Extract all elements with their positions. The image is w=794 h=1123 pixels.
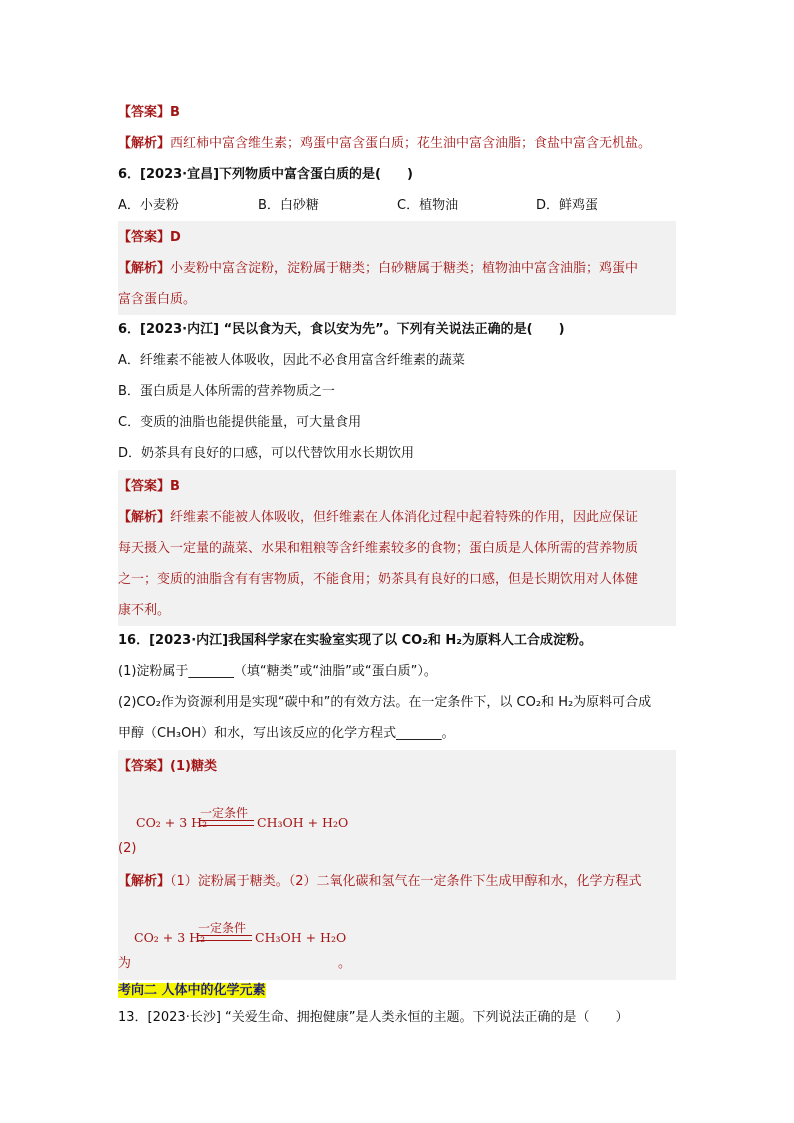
answer-3: 【答案】B: [118, 479, 180, 494]
explanation-3-line-4: 康不利。: [118, 603, 171, 618]
explanation-3-line-1: 【解析】纤维素不能被人体吸收，但纤维素在人体消化过程中起着特殊的作用，因此应保证: [118, 510, 639, 525]
option-a: A．小麦粉: [118, 198, 179, 213]
option-a: A．纤维素不能被人体吸收，因此不必食用富含纤维素的蔬菜: [118, 353, 465, 368]
section-heading: 考向二 人体中的化学元素: [118, 983, 266, 998]
equation-rhs: CH₃OH + H₂O: [255, 930, 347, 945]
option-c: C．植物油: [397, 198, 459, 213]
equation-lhs: CO₂ + 3 H₂: [136, 815, 208, 830]
option-d: D．奶茶具有良好的口感，可以代替饮用水长期饮用: [118, 446, 415, 461]
equation-lhs: CO₂ + 3 H₂: [134, 930, 206, 945]
answer-4: 【答案】(1)糖类: [118, 759, 217, 774]
option-d: D．鲜鸡蛋: [536, 198, 599, 213]
question-6-neijiang: 6．[2023·内江] “民以食为天，食以安为先”。下列有关说法正确的是( ): [118, 322, 565, 337]
question-16-part-1: (1)淀粉属于_______（填“糖类”或“油脂”或“蛋白质”）。: [118, 664, 437, 679]
explanation-4-line-1: 【解析】（1）淀粉属于糖类。（2）二氧化碳和氢气在一定条件下生成甲醇和水，化学方程式: [118, 874, 642, 889]
explanation-3-line-3: 之一；变质的油脂含有有害物质，不能食用；奶茶具有良好的口感，但是长期饮用对人体健: [118, 572, 639, 587]
option-c: C．变质的油脂也能提供能量，可大量食用: [118, 415, 362, 430]
answer-2: 【答案】D: [118, 230, 181, 245]
answer-4-block: [118, 750, 676, 980]
equation-equals-sign: [200, 820, 254, 826]
question-6-yichang: 6．[2023·宜昌]下列物质中富含蛋白质的是( ): [118, 167, 413, 182]
answer-2-block: [118, 221, 676, 315]
answer-3-block: [118, 470, 676, 626]
option-b: B．蛋白质是人体所需的营养物质之一: [118, 384, 335, 399]
equation-rhs: CH₃OH + H₂O: [257, 815, 349, 830]
equation-condition: 一定条件: [200, 806, 249, 820]
answer-1: 【答案】B: [118, 105, 180, 120]
explanation-4-suffix: 。: [338, 956, 352, 971]
explanation-1: 【解析】西红柿中富含维生素；鸡蛋中富含蛋白质；花生油中富含油脂；食盐中富含无机盐。: [118, 136, 652, 151]
question-16-part-2b: 甲醇（CH₃OH）和水，写出该反应的化学方程式_______。: [118, 726, 455, 741]
explanation-3-line-2: 每天摄入一定量的蔬菜、水果和粗粮等含纤维素较多的食物；蛋白质是人体所需的营养物质: [118, 541, 639, 556]
question-13: 13．[2023·长沙] “关爱生命、拥抱健康”是人类永恒的主题。下列说法正确的是（ ）: [118, 1010, 629, 1025]
equation-equals-sign: [198, 935, 252, 941]
question-16: 16．[2023·内江]我国科学家在实验室实现了以 CO₂和 H₂为原料人工合成淀粉。: [118, 633, 593, 648]
option-b: B．白砂糖: [258, 198, 319, 213]
answer-4-part-2: (2): [118, 841, 137, 856]
question-16-part-2a: (2)CO₂作为资源利用是实现“碳中和”的有效方法。在一定条件下，以 CO₂和 H₂为原料可合成: [118, 695, 652, 710]
equation-condition: 一定条件: [198, 921, 247, 935]
explanation-2-line-2: 富含蛋白质。: [118, 292, 197, 307]
explanation-4-prefix: 为: [118, 956, 132, 971]
explanation-2-line-1: 【解析】小麦粉中富含淀粉，淀粉属于糖类；白砂糖属于糖类；植物油中富含油脂；鸡蛋中: [118, 261, 639, 276]
